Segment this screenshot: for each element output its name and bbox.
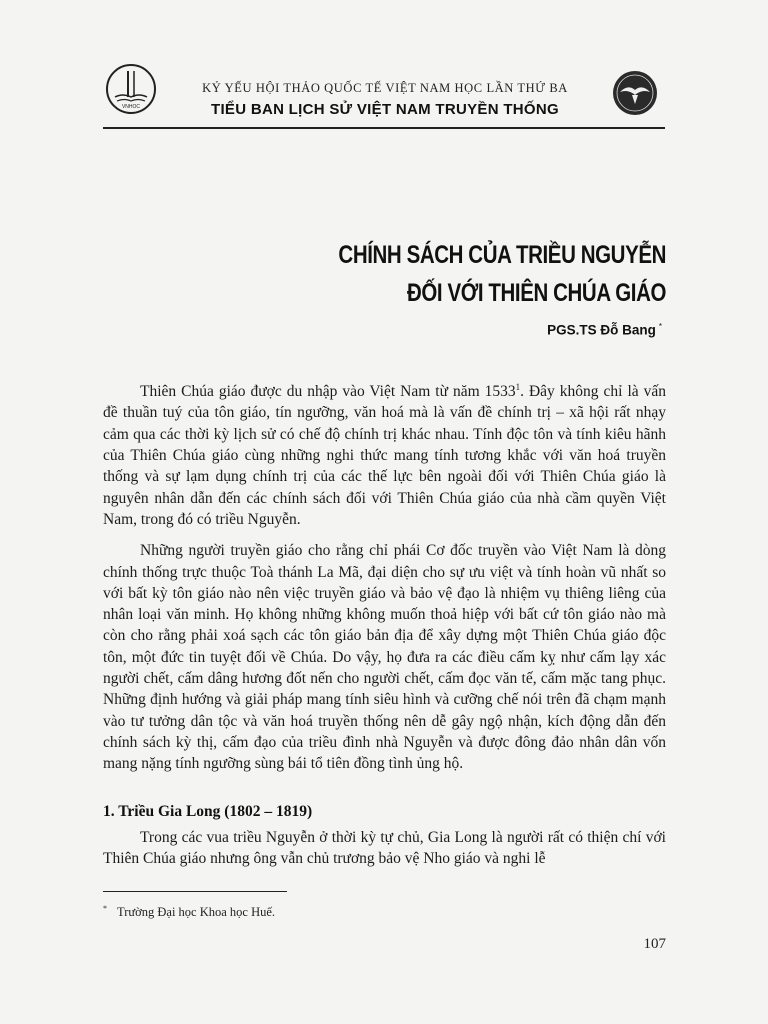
section-heading: 1. Triều Gia Long (1802 – 1819) xyxy=(103,803,313,820)
paragraph-text: . Đây không chỉ là vấn đề thuần tuý của tôn giáo, tín ngưỡng, văn hoá mà là vấn đề chính trị – xã hội rất nhạy cảm qua các thời kỳ lịch sử có chế độ chính trị khác nhau. Tính độc tôn và tính kiêu hãnh của Thiên Chúa giáo cùng những nghi thức mang tính tương khắc với văn hoá truyền thống và sự lạm dụng chính trị của các thế lực bên ngoài đối với Thiên Chúa giáo là nguyên nhân dẫn đến các chính sách đối với Thiên Chúa giáo của nhà cầm quyền Việt Nam, trong đó có triều Nguyễn. xyxy=(103,383,666,528)
author-byline xyxy=(380,322,662,338)
article-title-line1: CHÍNH SÁCH CỦA TRIỀU NGUYỄN xyxy=(338,241,666,269)
footnote-text: Trường Đại học Khoa học Huế. xyxy=(117,905,276,920)
logo-caption: VNHOC xyxy=(121,104,141,110)
footnote xyxy=(103,904,275,920)
paragraph-text: Những người truyền giáo cho rằng chỉ phái Cơ đốc truyền vào Việt Nam là dòng chính thống trực thuộc Toà thánh La Mã, đại diện cho sự ưu việt và tính hoàn vũ nhất so với bất kỳ tôn giáo nào nên việc truyền giáo và bảo vệ đạo là nhiệm vụ thiêng liêng của nhân loại văn minh. Họ không những không muốn thoả hiệp với bất cứ tôn giáo nào mà còn cho rằng phải xoá sạch các tôn giáo bản địa để xây dựng một Thiên Chúa giáo độc tôn, một đức tin tuyệt đối về Chúa. Do vậy, họ đưa ra các điều cấm kỵ như cấm lạy xác người chết, cấm dâng hương đốt nến cho người chết, cấm đọc văn tế, cấm mặc tang phục. Những định hướng và giải pháp mang tính siêu hình và cưỡng chế nói trên đã chạm mạnh vào tư tưởng dân tộc và văn hoá truyền thống nên dễ gây ngộ nhận, kích động dẫn đến chính sách kỳ thị, cấm đạo của triều đình nhà Nguyễn và được đông đảo nhân dân vốn mang nặng tính ngưỡng sùng bái tổ tiên đồng tình ủng hộ. xyxy=(103,542,666,773)
bird-emblem-logo xyxy=(612,70,658,116)
subcommittee-title: TIỂU BAN LỊCH SỬ VIỆT NAM TRUYỀN THỐNG xyxy=(210,101,559,118)
author-name: PGS.TS Đỗ Bang xyxy=(547,322,656,338)
paragraph xyxy=(103,540,666,774)
paragraph: Trong các vua triều Nguyễn ở thời kỳ tự chủ, Gia Long là người rất có thiện chí với Thiên Chúa giáo nhưng ông vẫn chủ trương bảo vệ Nho giáo và nghi lễ xyxy=(103,829,666,868)
article-title-line2: ĐỐI VỚI THIÊN CHÚA GIÁO xyxy=(406,279,666,307)
footnote-mark: * xyxy=(103,904,107,913)
footnote-ref: 1 xyxy=(515,382,521,392)
paragraph xyxy=(103,377,666,530)
section-body xyxy=(103,827,666,870)
page-number: 107 xyxy=(643,936,666,952)
conference-title: KỶ YẾU HỘI THẢO QUỐC TẾ VIỆT NAM HỌC LẦN THỨ BA xyxy=(202,81,568,95)
header-divider xyxy=(103,127,665,129)
author-footnote-mark: * xyxy=(658,322,662,331)
article-body xyxy=(103,377,666,785)
book-and-tower-logo xyxy=(105,63,157,115)
footnote-divider xyxy=(103,891,287,892)
paragraph-text: Thiên Chúa giáo được du nhập vào Việt Nam từ năm 1533 xyxy=(140,383,516,401)
